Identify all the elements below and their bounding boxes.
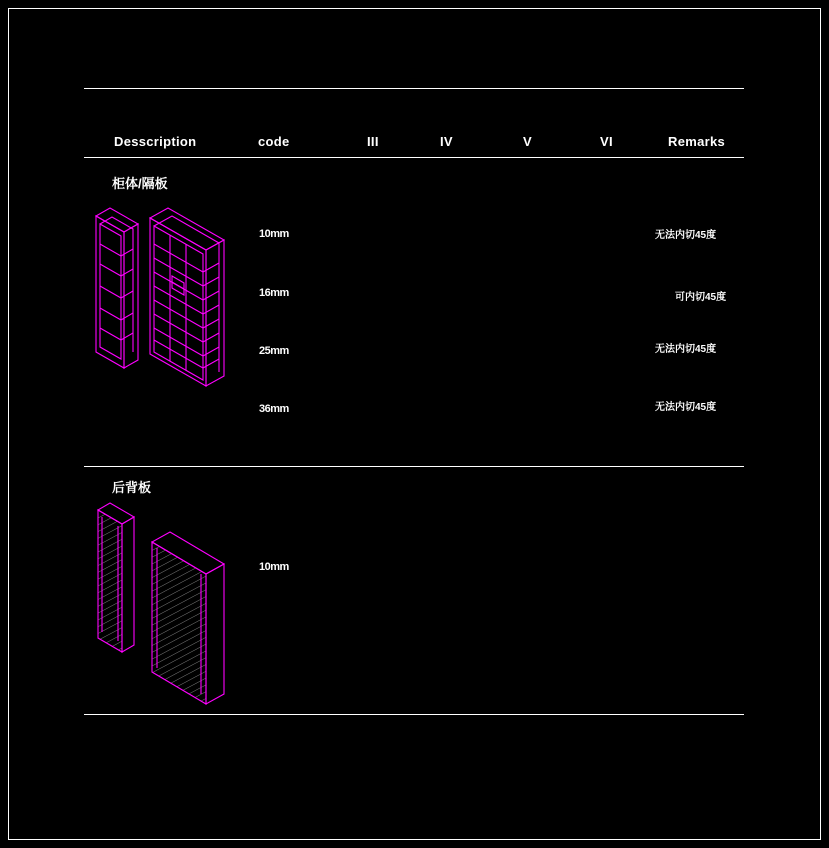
table-header-col6: VI <box>600 134 613 149</box>
table-header-remarks: Remarks <box>668 134 726 149</box>
remark-value-1: 无法内切45度 <box>655 230 717 241</box>
remark-value-4: 无法内切45度 <box>655 402 717 413</box>
table-header-col5: V <box>523 134 532 149</box>
table-rule-group-1 <box>84 466 744 467</box>
cabinet-drawings <box>84 200 244 400</box>
code-value-4: 36mm <box>259 403 289 415</box>
group-title-cabinet: 柜体/隔板 <box>112 176 168 191</box>
code-value-5: 10mm <box>259 561 289 573</box>
code-value-3: 25mm <box>259 345 289 357</box>
table-rule-header <box>84 157 744 158</box>
code-value-2: 16mm <box>259 287 289 299</box>
table-rule-top <box>84 88 744 89</box>
table-header-code: code <box>258 134 290 149</box>
table-header-col3: III <box>367 134 379 149</box>
sheet-border <box>8 8 821 840</box>
remark-value-3: 无法内切45度 <box>655 344 717 355</box>
group-title-back-panel: 后背板 <box>112 480 152 495</box>
table-header-description: Desscription <box>114 134 197 149</box>
remark-value-2: 可内切45度 <box>675 292 727 303</box>
table-rule-bottom <box>84 714 744 715</box>
back-panel-drawings <box>84 498 244 698</box>
table-header-col4: IV <box>440 134 453 149</box>
code-value-1: 10mm <box>259 228 289 240</box>
